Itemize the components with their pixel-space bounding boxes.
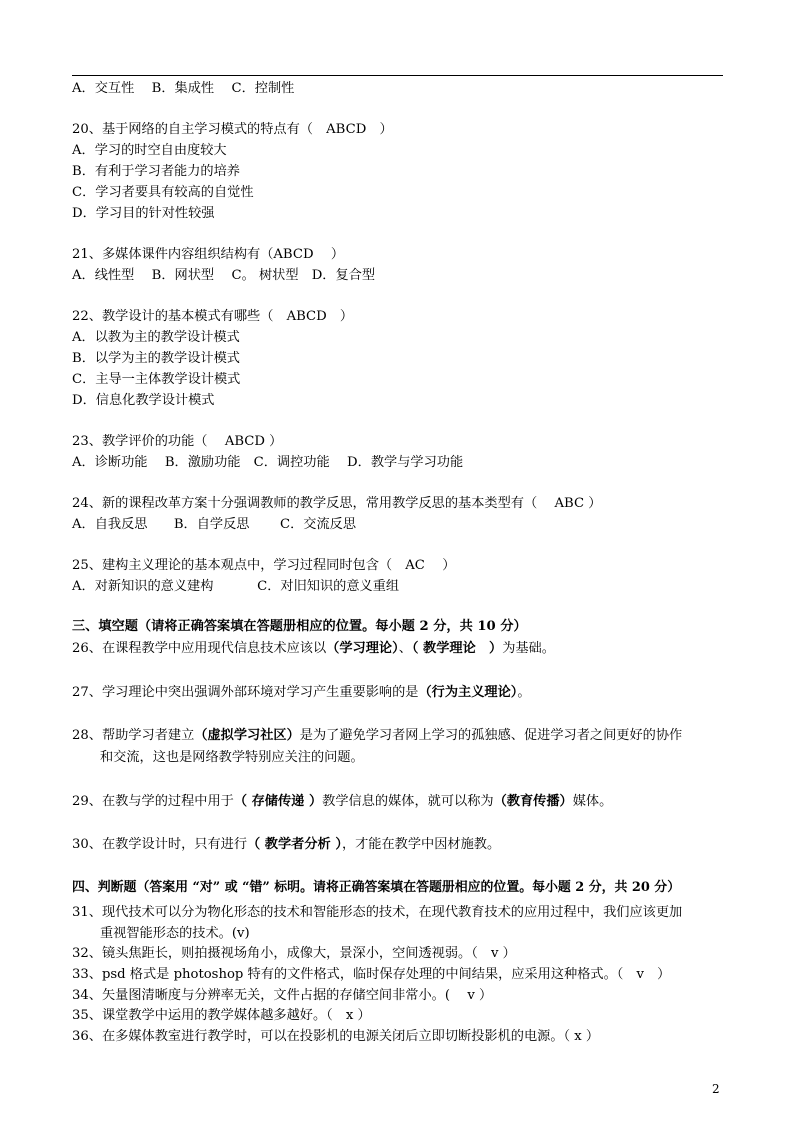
q29-answer-1: （ 存储传递 ） [233, 794, 323, 809]
q27-answer: （行为主义理论） [418, 685, 518, 700]
q28-line2: 和交流，这也是网络教学特别应关注的问题。 [100, 750, 364, 765]
q21-stem: 21、多媒体课件内容组织结构有（ABCD ） [72, 247, 345, 262]
q27 [72, 686, 531, 699]
q29-mid: 教学信息的媒体，就可以称为 [322, 794, 494, 809]
q20-option-b: B．有利于学习者能力的培养 [72, 164, 240, 179]
q25-options: A．对新知识的意义建构 C．对旧知识的意义重组 [72, 579, 400, 594]
q24-options: A．自我反思 B．自学反思 C．交流反思 [72, 517, 357, 532]
q27-pre: 27、学习理论中突出强调外部环境对学习产生重要影响的是 [72, 685, 419, 700]
q21-options: A．线性型 B．网状型 C。 树状型 D．复合型 [72, 268, 376, 283]
page-number: 2 [712, 1082, 720, 1096]
q20-option-c: C．学习者要具有较高的自觉性 [72, 185, 254, 200]
q30-pre: 30、在教学设计时，只有进行 [72, 837, 248, 852]
q26-answer-2: （ 教学理论 ） [411, 641, 503, 656]
q26-mid: 、 [398, 641, 412, 656]
q22-option-b: B．以学为主的教学设计模式 [72, 351, 240, 366]
q23-stem: 23、教学评价的功能（ ABCD ） [72, 434, 283, 449]
header-rule [72, 75, 723, 76]
q27-post: 。 [517, 685, 531, 700]
q28 [72, 729, 682, 742]
q24-stem: 24、新的课程改革方案十分强调教师的教学反思，常用教学反思的基本类型有（ ABC ） [72, 496, 602, 511]
q36: 36、在多媒体教室进行教学时，可以在投影机的电源关闭后立即切断投影机的电源。（ x ） [72, 1029, 600, 1044]
q25-stem: 25、建构主义理论的基本观点中，学习过程同时包含（ AC ） [72, 558, 456, 573]
q35: 35、课堂教学中运用的教学媒体越多越好。（ x ） [72, 1008, 371, 1023]
q26 [72, 642, 555, 655]
q33: 33、psd 格式是 photoshop 特有的文件格式，临时保存处理的中间结果，应采用这种格式。（ v ） [72, 967, 671, 982]
q31-line1: 31、现代技术可以分为物化形态的技术和智能形态的技术，在现代教育技术的应用过程中，我们应该更加 [72, 905, 683, 920]
q22-option-d: D．信息化教学设计模式 [72, 393, 215, 408]
q28-answer: （虚拟学习社区） [194, 728, 300, 743]
q20-option-d: D．学习目的针对性较强 [72, 206, 215, 221]
q30-post: ，才能在教学中因材施教。 [341, 837, 501, 852]
q22-option-a: A．以教为主的教学设计模式 [72, 330, 240, 345]
q26-pre: 26、在课程教学中应用现代信息技术应该以 [72, 641, 327, 656]
q29 [72, 795, 612, 808]
q28-pre: 28、帮助学习者建立 [72, 728, 195, 743]
q22-stem: 22、教学设计的基本模式有哪些（ ABCD ） [72, 309, 354, 324]
q30-answer: （ 教学者分析 ） [247, 837, 342, 852]
q28-post: 是为了避免学习者网上学习的孤独感、促进学习者之间更好的协作 [299, 728, 683, 743]
q30 [72, 838, 500, 851]
q32: 32、镜头焦距长，则拍摄视场角小，成像大，景深小，空间透视弱。（ v ） [72, 946, 516, 961]
section4-title: 四、判断题（答案用 “对” 或 “错” 标明。请将正确答案填在答题册相应的位置。每小题 2 分，共 20 分） [72, 880, 681, 895]
q26-post: 为基础。 [502, 641, 555, 656]
q20-stem: 20、基于网络的自主学习模式的特点有（ ABCD ） [72, 122, 393, 137]
q19-options: A．交互性 B．集成性 C．控制性 [72, 81, 295, 96]
q23-options: A．诊断功能 B．激励功能 C．调控功能 D．教学与学习功能 [72, 455, 464, 470]
q20-option-a: A．学习的时空自由度较大 [72, 143, 227, 158]
q26-answer-1: （学习理论） [326, 641, 399, 656]
q34: 34、矢量图清晰度与分辨率无关，文件占据的存储空间非常小。( v ） [72, 988, 493, 1003]
q22-option-c: C．主导一主体教学设计模式 [72, 372, 241, 387]
q31-line2: 重视智能形态的技术。(v) [100, 926, 250, 941]
q29-pre: 29、在教与学的过程中用于 [72, 794, 234, 809]
q29-answer-2: （教育传播） [493, 794, 573, 809]
section3-title: 三、填空题（请将正确答案填在答题册相应的位置。每小题 2 分，共 10 分） [72, 619, 527, 634]
q29-post: 媒体。 [572, 794, 613, 809]
